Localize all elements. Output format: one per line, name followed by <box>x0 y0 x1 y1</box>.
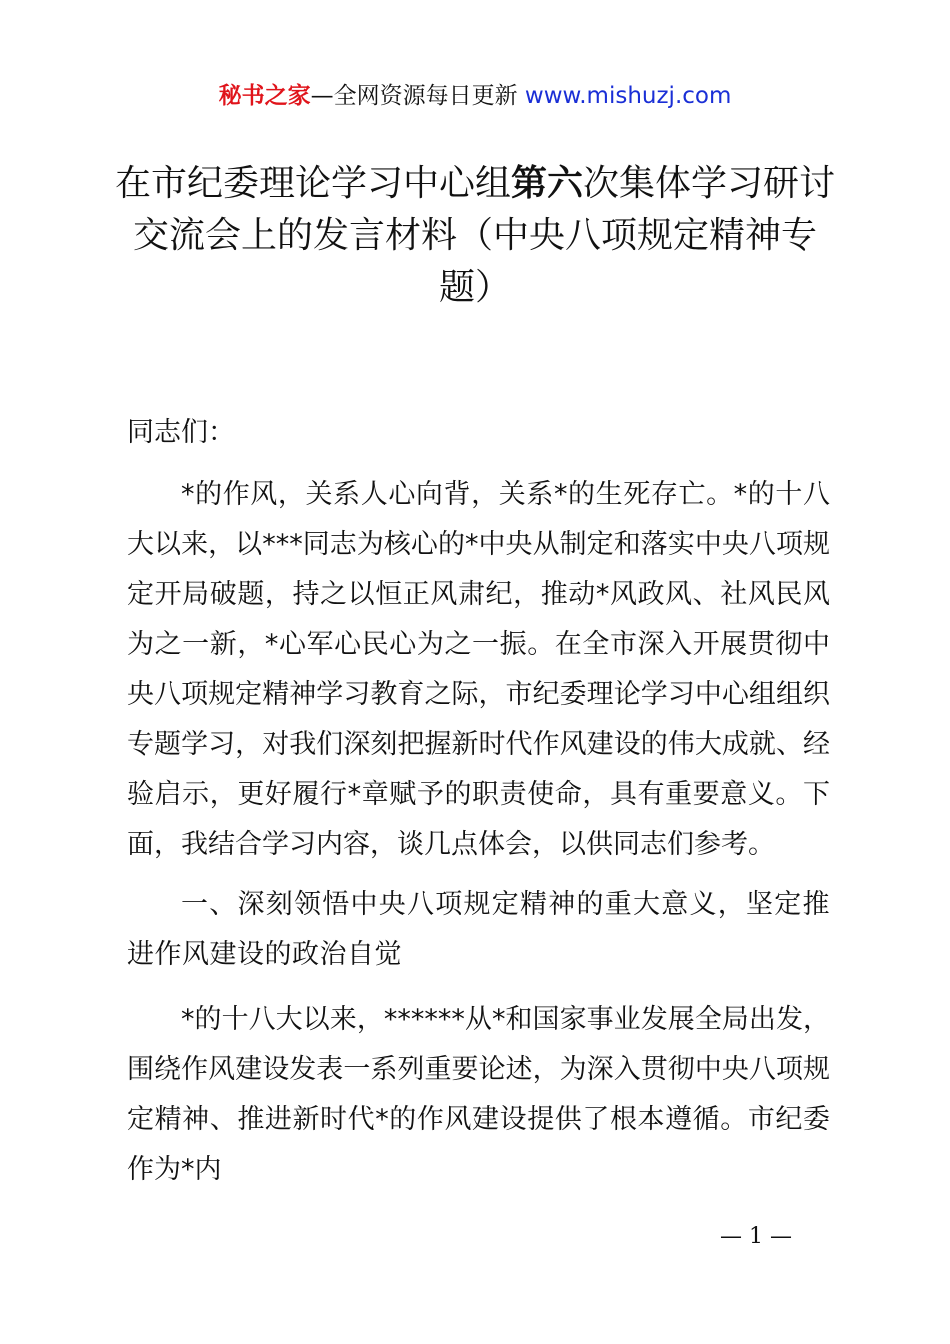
section-1-paragraph: *的十八大以来，******从*和国家事业发展全局出发，围绕作风建设发表一系列重要论述，为深入贯彻中央八项规定精神、推进新时代*的作风建设提供了根本遵循。市纪委作为*内 <box>127 1004 830 1185</box>
greeting: 同志们： <box>127 417 235 448</box>
intro-paragraph: *的作风，关系人心向背，关系*的生死存亡。*的十八大以来，以***同志为核心的*中央从制定和落实中央八项规定开局破题，持之以恒正风肃纪，推动*风政风、社风民风为之一新，*心军心民心为之一振。在全市深入开展贯彻中央八项规定精神学习教育之际，市纪委理论学习中心组组织专题学习，对我们深刻把握新时代作风建设的伟大成就、经验启示，更好履行*章赋予的职责使命，具有重要意义。下面，我结合学习内容，谈几点体会，以供同志们参考。 <box>127 479 830 860</box>
page-number: — 1 — <box>720 1224 792 1249</box>
site-slogan: —全网资源每日更新 <box>310 83 518 109</box>
title-part-bold: 第六 <box>510 163 583 204</box>
section-heading-1: 一、深刻领悟中央八项规定精神的重大意义，坚定推进作风建设的政治自觉 <box>127 889 830 970</box>
title-part-3: 次集体学习研讨交流会上的发言材料（中央八项规定精神专题） <box>132 163 836 308</box>
site-banner <box>0 80 950 112</box>
site-url-link[interactable]: www.mishuzj.com <box>524 83 732 109</box>
title-part-1: 在市纪委理论学习中心组 <box>114 163 511 204</box>
site-brand: 秘书之家 <box>218 83 311 109</box>
document-title <box>112 158 838 314</box>
